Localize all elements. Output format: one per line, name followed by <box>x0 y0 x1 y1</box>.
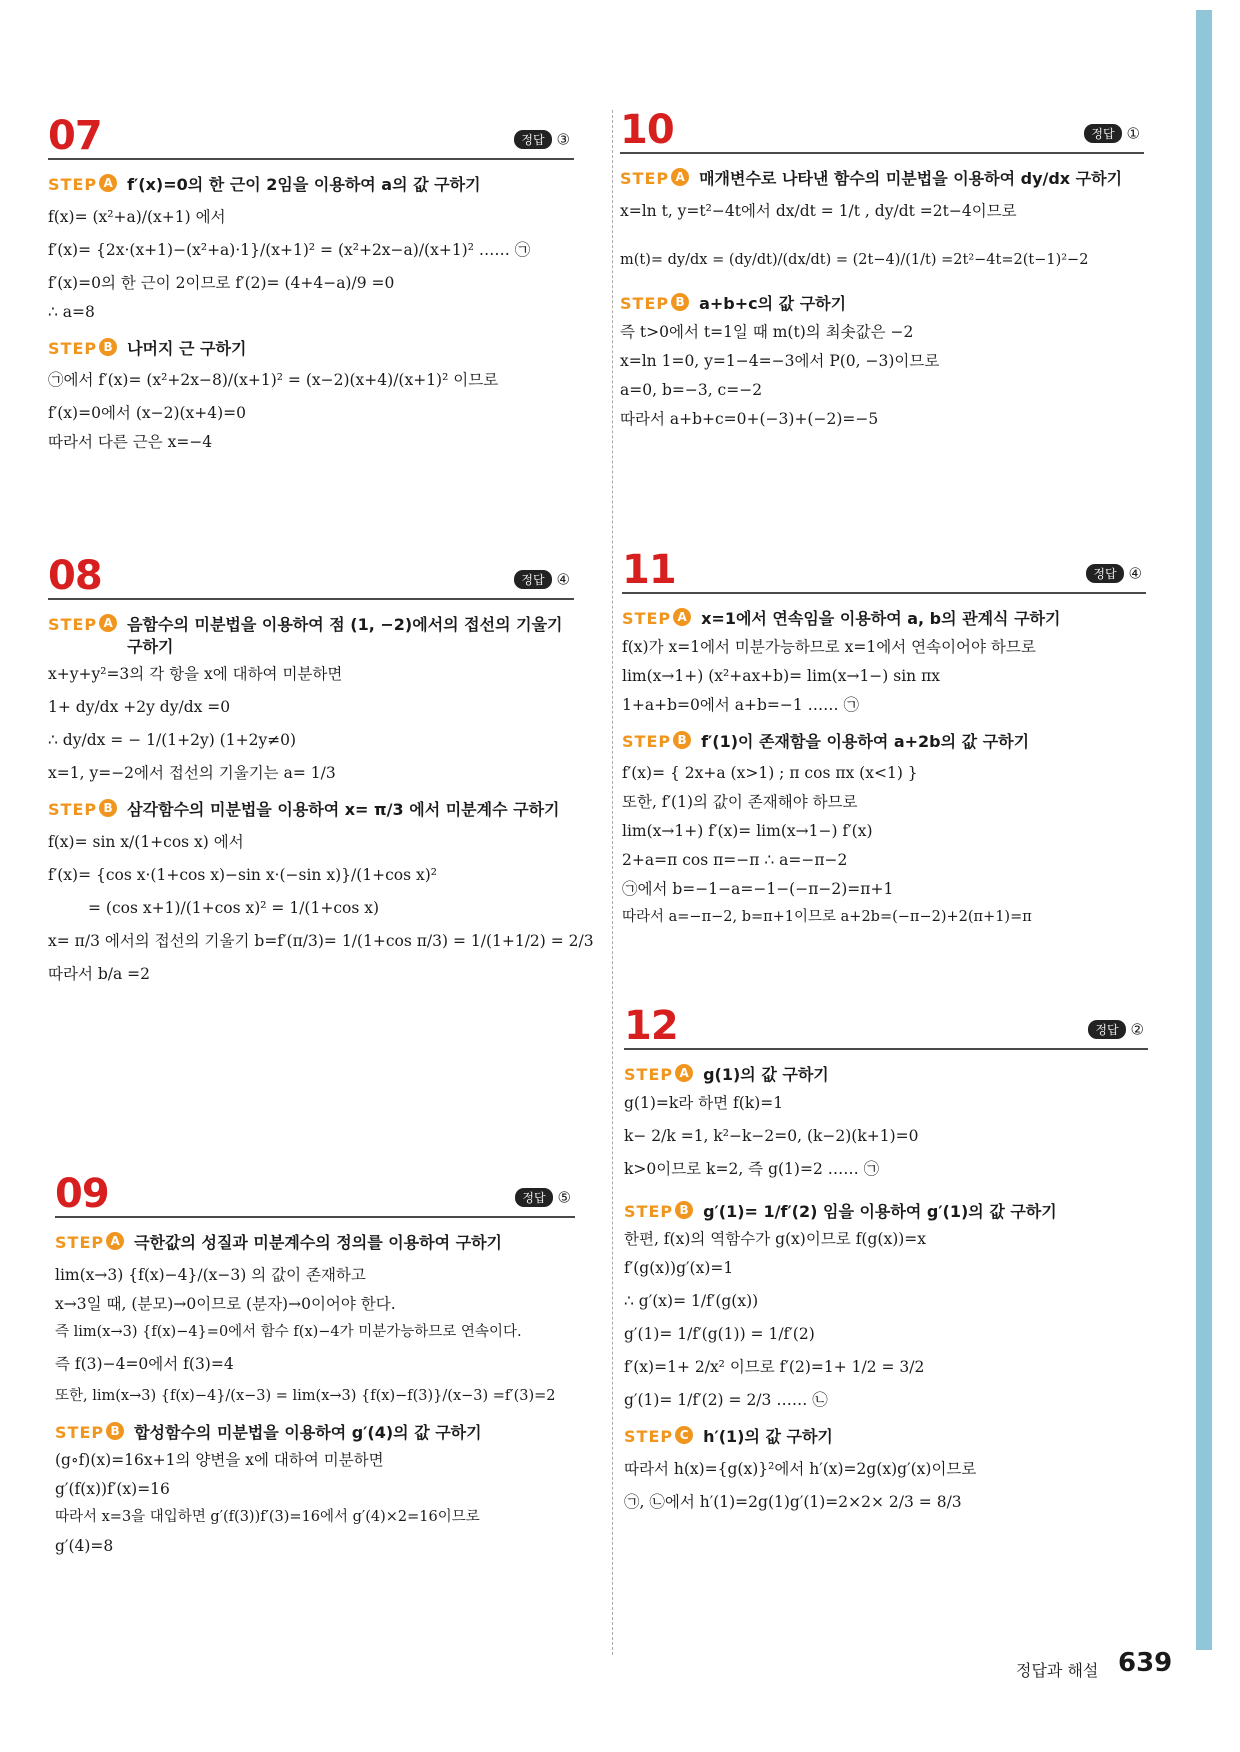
answer-choice: ② <box>1130 1020 1144 1039</box>
solution-line: x= π/3 에서의 접선의 기울기 b=f′(π/3)= 1/(1+cos π/3) = 1/(1+1/2) = 2/3 <box>48 931 594 950</box>
problem-11 <box>622 546 1146 929</box>
solution-line: g(1)=k라 하면 f(k)=1 <box>624 1093 784 1112</box>
step-title: f′(1)이 존재함을 이용하여 a+2b의 값 구하기 <box>701 731 1030 751</box>
answer-choice: ③ <box>556 130 570 149</box>
problem-header <box>55 1170 575 1218</box>
problem-number: 12 <box>624 1003 678 1049</box>
step-letter: A <box>106 1232 124 1250</box>
step-letter: B <box>671 293 689 311</box>
column-divider <box>612 110 613 1655</box>
step-tag: STEP <box>48 615 98 634</box>
answer-choice: ④ <box>556 570 570 589</box>
problem-09 <box>55 1170 575 1558</box>
step-heading <box>620 168 1144 190</box>
solution-line: f′(x)=0의 한 근이 2이므로 f′(2)= (4+4−a)/9 =0 <box>48 273 395 292</box>
solution-line: g′(1)= 1/f′(2) = 2/3 …… ㉡ <box>624 1391 828 1410</box>
solution-line: x=ln t, y=t²−4t에서 dx/dt = 1/t , dy/dt =2t−4이므로 <box>620 201 1017 220</box>
problem-number: 11 <box>622 547 676 593</box>
step-heading <box>622 608 1146 630</box>
answer-badge: 정답 <box>514 570 551 589</box>
step-heading <box>48 174 574 196</box>
step-heading <box>55 1232 575 1254</box>
solution-line: lim(x→1+) (x²+ax+b)= lim(x→1−) sin πx <box>622 666 941 685</box>
solution-line: g′(f(x))f′(x)=16 <box>55 1480 170 1499</box>
problem-header <box>620 106 1144 154</box>
solution-line: 즉 lim(x→3) {f(x)−4}=0에서 함수 f(x)−4가 미분가능하므로 연속이다. <box>55 1323 522 1340</box>
solution-line: x=ln 1=0, y=1−4=−3에서 P(0, −3)이므로 <box>620 351 940 370</box>
step-letter: A <box>99 174 117 192</box>
step-title: f′(x)=0의 한 근이 2임을 이용하여 a의 값 구하기 <box>127 175 481 194</box>
step-tag: STEP <box>624 1201 674 1221</box>
step-tag: STEP <box>55 1233 105 1252</box>
step-letter: A <box>671 168 689 186</box>
solution-line: 1+a+b=0에서 a+b=−1 …… ㉠ <box>622 695 860 714</box>
problem-08 <box>48 552 594 986</box>
step-heading <box>48 799 574 821</box>
problem-number: 07 <box>48 113 102 159</box>
solution-line: 또한, f′(1)의 값이 존재해야 하므로 <box>622 793 858 812</box>
answer-choice: ⑤ <box>557 1188 571 1207</box>
step-letter: B <box>99 799 117 817</box>
solution-line: 따라서 a=−π−2, b=π+1이므로 a+2b=(−π−2)+2(π+1)=π <box>622 909 1032 926</box>
solution-line: x→3일 때, (분모)→0이므로 (분자)→0이어야 한다. <box>55 1294 396 1313</box>
step-heading <box>620 293 1144 315</box>
step-title: a+b+c의 값 구하기 <box>699 294 847 314</box>
problem-header <box>622 546 1146 594</box>
problem-number: 08 <box>48 553 102 599</box>
step-letter: A <box>673 608 691 626</box>
step-heading <box>624 1201 1148 1223</box>
step-heading <box>48 338 574 360</box>
solution-line: g′(4)=8 <box>55 1536 114 1555</box>
solution-line: 따라서 b/a =2 <box>48 964 151 983</box>
step-title: 극한값의 성질과 미분계수의 정의를 이용하여 구하기 <box>134 1233 502 1252</box>
answer <box>514 130 570 149</box>
solution-line: ㉠, ㉡에서 h′(1)=2g(1)g′(1)=2×2× 2/3 = 8/3 <box>624 1492 962 1511</box>
step-tag: STEP <box>48 175 98 194</box>
step-letter: A <box>99 614 117 632</box>
step-tag: STEP <box>48 338 98 358</box>
solution-line: m(t)= dy/dx = (dy/dt)/(dx/dt) = (2t−4)/(1/t) =2t²−4t=2(t−1)²−2 <box>620 251 1089 268</box>
step-letter: B <box>106 1422 124 1440</box>
answer-badge: 정답 <box>1084 124 1121 143</box>
solution-line: 또한, lim(x→3) {f(x)−4}/(x−3) = lim(x→3) {f(x)−f(3)}/(x−3) =f′(3)=2 <box>55 1388 556 1405</box>
page-number: 639 <box>1118 1648 1173 1678</box>
solution-line: a=0, b=−3, c=−2 <box>620 380 763 399</box>
step-tag: STEP <box>622 609 672 628</box>
solution-line: ㉠에서 f′(x)= (x²+2x−8)/(x+1)² = (x−2)(x+4)/(x+1)² 이므로 <box>48 371 499 390</box>
problem-number: 09 <box>55 1171 109 1217</box>
step-tag: STEP <box>620 294 670 314</box>
step-letter: B <box>675 1201 693 1219</box>
step-title: 매개변수로 나타낸 함수의 미분법을 이용하여 dy/dx 구하기 <box>699 169 1123 188</box>
step-tag: STEP <box>620 169 670 188</box>
step-tag: STEP <box>624 1065 674 1084</box>
step-heading <box>622 731 1146 753</box>
answer-choice: ① <box>1126 124 1140 143</box>
step-title: 나머지 근 구하기 <box>127 338 247 358</box>
solution-line: f(x)= (x²+a)/(x+1) 에서 <box>48 207 226 226</box>
step-title: h′(1)의 값 구하기 <box>703 1427 833 1447</box>
solution-line: = (cos x+1)/(1+cos x)² = 1/(1+cos x) <box>88 898 380 917</box>
answer <box>1088 1020 1144 1039</box>
answer-choice: ④ <box>1128 564 1142 583</box>
solution-line: f′(x)= {cos x·(1+cos x)−sin x·(−sin x)}/(1+cos x)² <box>48 865 438 884</box>
solution-line: 2+a=π cos π=−π ∴ a=−π−2 <box>622 851 848 870</box>
solution-line: f′(x)=1+ 2/x² 이므로 f′(2)=1+ 1/2 = 3/2 <box>624 1358 925 1377</box>
problem-header <box>48 552 574 600</box>
answer <box>515 1188 571 1207</box>
step-title: x=1에서 연속임을 이용하여 a, b의 관계식 구하기 <box>701 609 1061 628</box>
answer <box>1086 564 1142 583</box>
answer-badge: 정답 <box>515 1188 552 1207</box>
problem-header <box>48 112 574 160</box>
problem-12 <box>624 1002 1148 1514</box>
solution-line: 따라서 a+b+c=0+(−3)+(−2)=−5 <box>620 409 879 428</box>
step-letter: A <box>675 1064 693 1082</box>
solution-line: 즉 t>0에서 t=1일 때 m(t)의 최솟값은 −2 <box>620 322 914 341</box>
step-title: g(1)의 값 구하기 <box>703 1065 829 1084</box>
solution-line: 따라서 다른 근은 x=−4 <box>48 433 213 452</box>
step-letter: B <box>673 731 691 749</box>
solution-line: (g∘f)(x)=16x+1의 양변을 x에 대하여 미분하면 <box>55 1451 384 1470</box>
solution-line: f(x)가 x=1에서 미분가능하므로 x=1에서 연속이어야 하므로 <box>622 637 1036 656</box>
step-tag: STEP <box>624 1427 674 1447</box>
step-heading <box>48 614 574 657</box>
answer-badge: 정답 <box>1088 1020 1125 1039</box>
solution-line: g′(1)= 1/f′(g(1)) = 1/f′(2) <box>624 1325 815 1344</box>
solution-line: x=1, y=−2에서 접선의 기울기는 a= 1/3 <box>48 764 336 783</box>
step-heading <box>624 1426 1148 1448</box>
solution-line: f′(x)= { 2x+a (x>1) ; π cos πx (x<1) } <box>622 764 918 783</box>
problem-header <box>624 1002 1148 1050</box>
problem-number: 10 <box>620 107 674 153</box>
answer <box>514 570 570 589</box>
page-edge-strip <box>1196 10 1212 1650</box>
solution-line: x+y+y²=3의 각 항을 x에 대하여 미분하면 <box>48 665 343 684</box>
solution-line: 즉 f(3)−4=0에서 f(3)=4 <box>55 1355 234 1374</box>
step-title: 삼각함수의 미분법을 이용하여 x= π/3 에서 미분계수 구하기 <box>127 800 560 820</box>
solution-line: f′(x)=0에서 (x−2)(x+4)=0 <box>48 404 247 423</box>
step-title: 음함수의 미분법을 이용하여 점 (1, −2)에서의 접선의 기울기 구하기 <box>127 615 563 656</box>
footer-label: 정답과 해설 <box>1016 1661 1099 1680</box>
step-title: g′(1)= 1/f′(2) 임을 이용하여 g′(1)의 값 구하기 <box>703 1201 1057 1221</box>
step-title: 합성함수의 미분법을 이용하여 g′(4)의 값 구하기 <box>134 1422 482 1442</box>
solution-line: ∴ g′(x)= 1/f′(g(x)) <box>624 1292 759 1311</box>
step-letter: C <box>675 1426 693 1444</box>
solution-line: lim(x→3) {f(x)−4}/(x−3) 의 값이 존재하고 <box>55 1265 366 1284</box>
solution-line: f′(g(x))g′(x)=1 <box>624 1259 734 1278</box>
solution-line: 따라서 x=3을 대입하면 g′(f(3))f′(3)=16에서 g′(4)×2=16이므로 <box>55 1509 480 1526</box>
problem-07 <box>48 112 574 454</box>
solution-line: f′(x)= {2x·(x+1)−(x²+a)·1}/(x+1)² = (x²+2x−a)/(x+1)² …… ㉠ <box>48 240 531 259</box>
solution-line: ∴ a=8 <box>48 302 95 321</box>
step-tag: STEP <box>622 731 672 751</box>
solution-line: ∴ dy/dx = − 1/(1+2y) (1+2y≠0) <box>48 731 297 750</box>
solution-line: lim(x→1+) f′(x)= lim(x→1−) f′(x) <box>622 822 873 841</box>
solution-line: 1+ dy/dx +2y dy/dx =0 <box>48 698 231 717</box>
step-letter: B <box>99 338 117 356</box>
answer-badge: 정답 <box>514 130 551 149</box>
answer <box>1084 124 1140 143</box>
solution-line: 한편, f(x)의 역함수가 g(x)이므로 f(g(x))=x <box>624 1230 927 1249</box>
step-heading <box>55 1422 575 1444</box>
problem-10 <box>620 106 1144 431</box>
solution-line: 따라서 h(x)={g(x)}²에서 h′(x)=2g(x)g′(x)이므로 <box>624 1459 977 1478</box>
solution-line: k− 2/k =1, k²−k−2=0, (k−2)(k+1)=0 <box>624 1126 919 1145</box>
solution-line: k>0이므로 k=2, 즉 g(1)=2 …… ㉠ <box>624 1159 880 1178</box>
step-heading <box>624 1064 1148 1086</box>
answer-badge: 정답 <box>1086 564 1123 583</box>
step-tag: STEP <box>48 800 98 820</box>
solution-line: f(x)= sin x/(1+cos x) 에서 <box>48 832 244 851</box>
step-tag: STEP <box>55 1422 105 1442</box>
solution-line: ㉠에서 b=−1−a=−1−(−π−2)=π+1 <box>622 880 894 899</box>
